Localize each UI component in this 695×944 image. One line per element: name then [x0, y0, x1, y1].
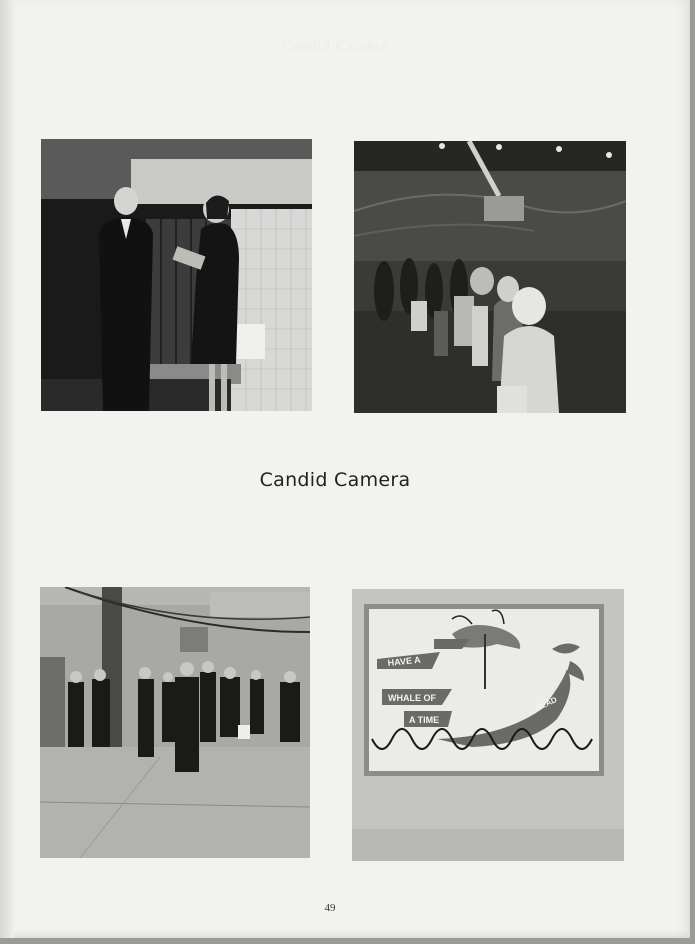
- sign-text-whale-of: WHALE OF: [388, 693, 436, 703]
- sign-text-a-time: A TIME: [409, 715, 440, 725]
- sign-text-have-a: HAVE A: [387, 654, 422, 668]
- page-binding-shadow: [0, 0, 14, 938]
- sign-text-read: READ: [534, 695, 559, 713]
- photo-hallway-lockers: [41, 139, 312, 411]
- photo-gym-crowd: [40, 587, 310, 858]
- photo-bulletin-board: [352, 589, 624, 861]
- page-number: 49: [324, 902, 336, 914]
- photo-gym-dance: [354, 141, 626, 413]
- bleed-through-title: Candid Camera: [281, 38, 389, 54]
- page-heading: Candid Camera: [259, 469, 411, 491]
